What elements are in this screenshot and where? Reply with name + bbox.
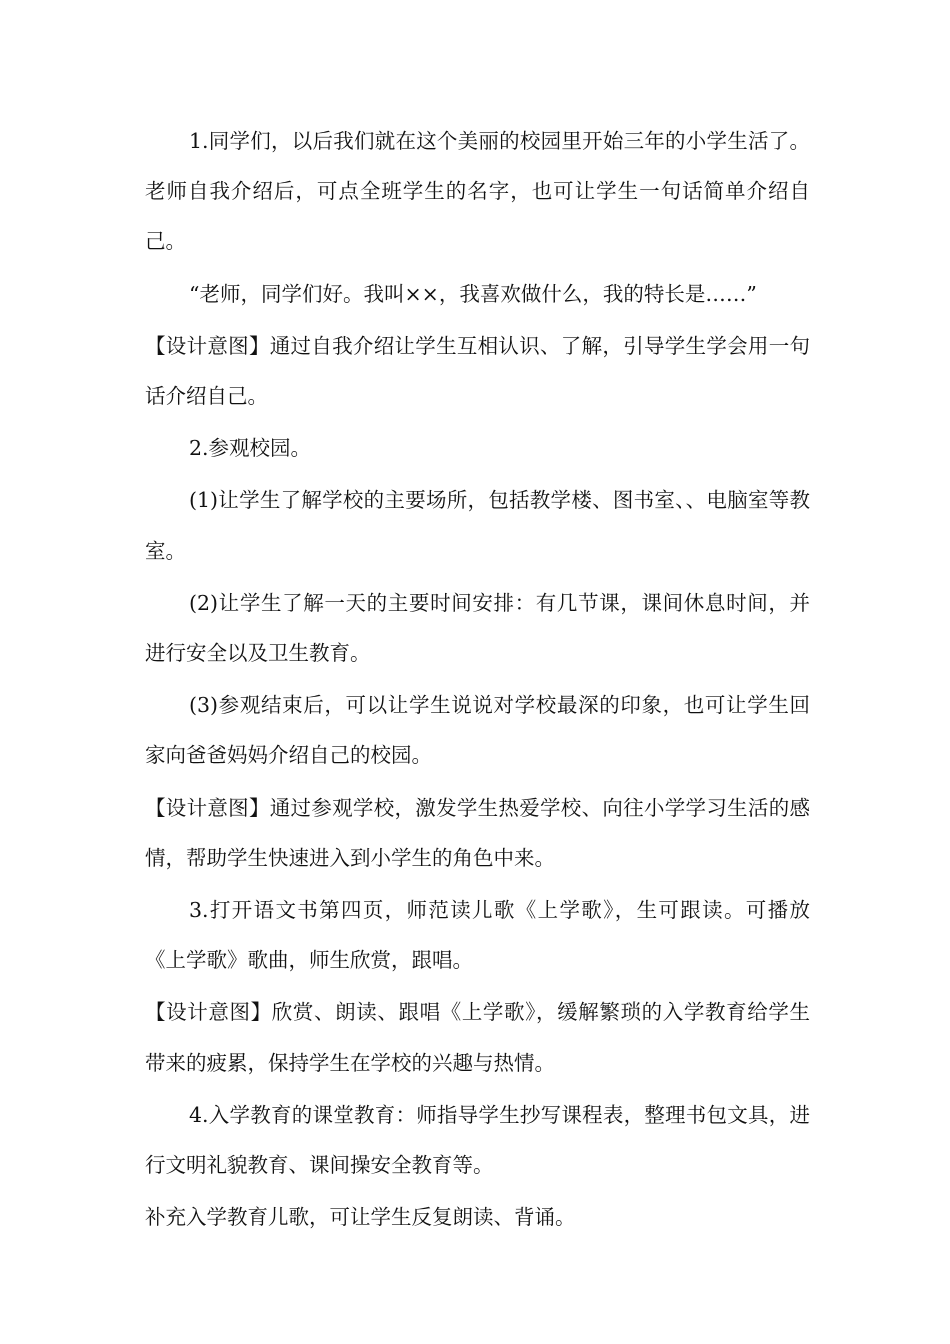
paragraph-introduction-example: “老师，同学们好。我叫××，我喜欢做什么，我的特长是……” (189, 281, 757, 306)
paragraph-school-song: 3.打开语文书第四页，师范读儿歌《上学歌》，生可跟读。可播放《上学歌》歌曲，师生欣赏，跟唱。 (145, 898, 810, 973)
paragraph-tour-item-3: (3)参观结束后，可以让学生说说对学校最深的印象，也可让学生回家向爸爸妈妈介绍自己的校园。 (145, 693, 810, 768)
paragraph-self-introduction: 1.同学们，以后我们就在这个美丽的校园里开始三年的小学生活了。老师自我介绍后，可点全班学生的名字，也可让学生一句话简单介绍自己。 (145, 129, 810, 254)
paragraph-tour-item-1: (1)让学生了解学校的主要场所，包括教学楼、图书室、、电脑室等教室。 (145, 488, 810, 563)
paragraph-design-intent-2: 【设计意图】通过参观学校，激发学生热爱学校、向往小学学习生活的感情，帮助学生快速进入到小学生的角色中来。 (145, 795, 810, 870)
paragraph-tour-item-2: (2)让学生了解一天的主要时间安排：有几节课，课间休息时间，并进行安全以及卫生教育。 (145, 590, 810, 666)
paragraph-design-intent-1: 【设计意图】通过自我介绍让学生互相认识、了解，引导学生学会用一句话介绍自己。 (145, 333, 810, 409)
paragraph-design-intent-3: 【设计意图】欣赏、朗读、跟唱《上学歌》，缓解繁琐的入学教育给学生带来的疲累，保持学生在学校的兴趣与热情。 (145, 1000, 810, 1075)
paragraph-classroom-education: 4.入学教育的课堂教育：师指导学生抄写课程表，整理书包文具，进行文明礼貌教育、课间操安全教育等。 (145, 1102, 810, 1178)
paragraph-campus-tour-heading: 2.参观校园。 (189, 436, 312, 461)
paragraph-supplement-rhyme: 补充入学教育儿歌，可让学生反复朗读、背诵。 (145, 1205, 576, 1230)
document-body (145, 116, 810, 1244)
